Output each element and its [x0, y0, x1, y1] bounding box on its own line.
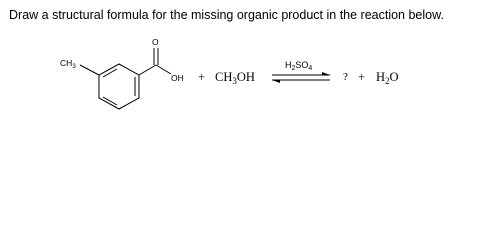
missing-product-placeholder: ? [343, 71, 348, 83]
carbonyl-oxygen-label: O [152, 37, 159, 47]
hydroxyl-bond [156, 65, 171, 74]
carbonyl-carbon-bond [139, 65, 156, 75]
hydroxyl-label: OH [171, 73, 184, 83]
question-text: Draw a structural formula for the missing organic product in the reaction below. [9, 8, 444, 22]
methanol-label: $CH_3OH$ [215, 70, 255, 86]
catalyst-label: $H_2SO_4$ [285, 60, 313, 72]
plus-sign-2: + [358, 70, 366, 84]
methyl-bond [80, 65, 99, 75]
equilibrium-arrow [272, 72, 330, 83]
methyl-label: $CH_3$ [60, 58, 76, 70]
plus-sign-1: + [198, 70, 206, 84]
benzene-ring [99, 64, 139, 109]
water-label: $H_2O$ [376, 70, 399, 86]
